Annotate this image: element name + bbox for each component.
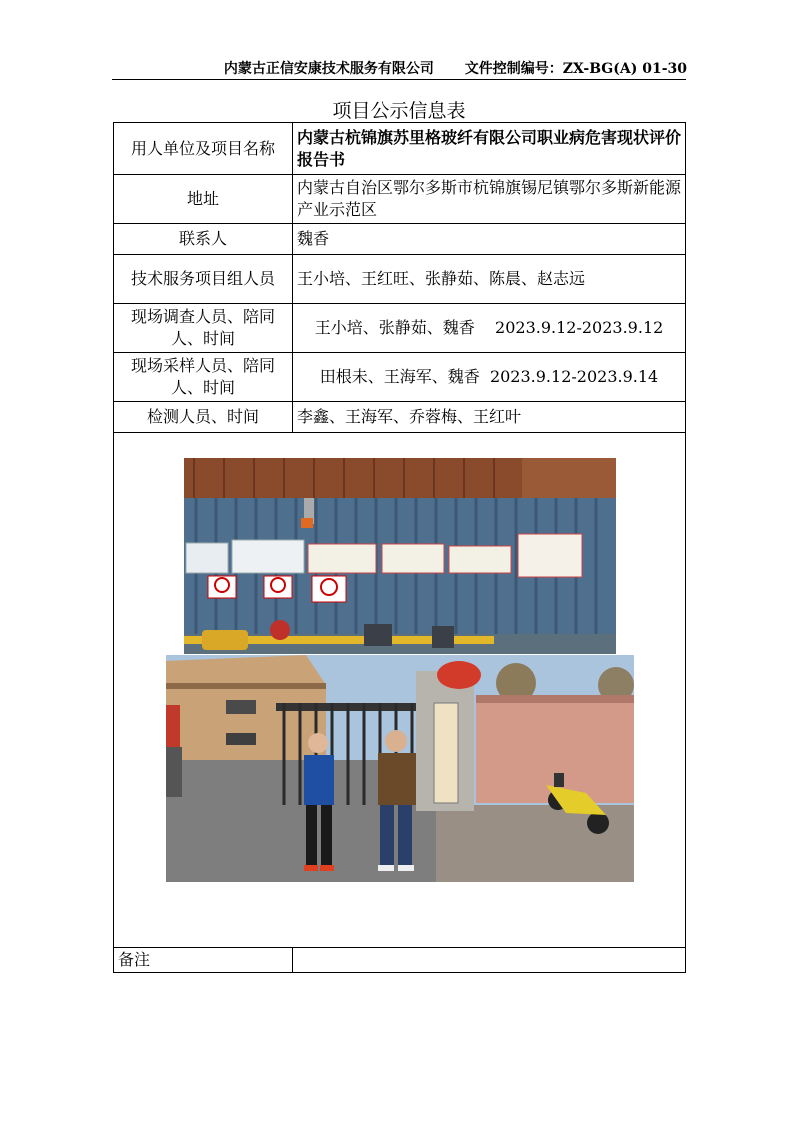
row-survey — [114, 304, 686, 353]
value-survey: 王小培、张静茹、魏香 2023.9.12-2023.9.12 — [293, 304, 686, 353]
label-testing: 检测人员、时间 — [114, 402, 293, 433]
value-sampling: 田根未、王海军、魏香 2023.9.12-2023.9.14 — [293, 353, 686, 402]
row-team — [114, 255, 686, 304]
row-unit-project — [114, 123, 686, 175]
row-media — [114, 433, 686, 948]
row-address — [114, 175, 686, 224]
value-address: 内蒙古自治区鄂尔多斯市杭锦旗锡尼镇鄂尔多斯新能源产业示范区 — [293, 175, 686, 224]
label-sampling: 现场采样人员、陪同人、时间 — [114, 353, 293, 402]
document-title: 项目公示信息表 — [332, 100, 466, 122]
label-team: 技术服务项目组人员 — [114, 255, 293, 304]
value-testing: 李鑫、王海军、乔蓉梅、王红叶 — [293, 402, 686, 433]
site-entrance-image — [166, 655, 634, 882]
row-testing — [114, 402, 686, 433]
value-contact: 魏香 — [293, 224, 686, 255]
value-remark — [293, 948, 686, 973]
page-header — [115, 58, 687, 80]
label-contact: 联系人 — [114, 224, 293, 255]
label-unit-project: 用人单位及项目名称 — [114, 123, 293, 175]
row-remark — [114, 948, 686, 973]
header-doc-control: 文件控制编号：ZX-BG(A) 01-30 — [464, 61, 687, 77]
header-org: 内蒙古正信安康技术服务有限公司 — [223, 61, 434, 77]
site-survey-image — [184, 458, 616, 654]
site-entrance-photo — [166, 655, 634, 882]
row-sampling — [114, 353, 686, 402]
header-rule — [112, 79, 686, 80]
site-survey-photo — [184, 458, 616, 654]
row-contact — [114, 224, 686, 255]
project-info-table — [113, 122, 686, 973]
label-address: 地址 — [114, 175, 293, 224]
media-cell — [114, 433, 686, 948]
value-team: 王小培、王红旺、张静茹、陈晨、赵志远 — [293, 255, 686, 304]
label-remark: 备注 — [114, 948, 293, 973]
label-survey: 现场调查人员、陪同人、时间 — [114, 304, 293, 353]
value-unit-project: 内蒙古杭锦旗苏里格玻纤有限公司职业病危害现状评价报告书 — [293, 123, 686, 175]
